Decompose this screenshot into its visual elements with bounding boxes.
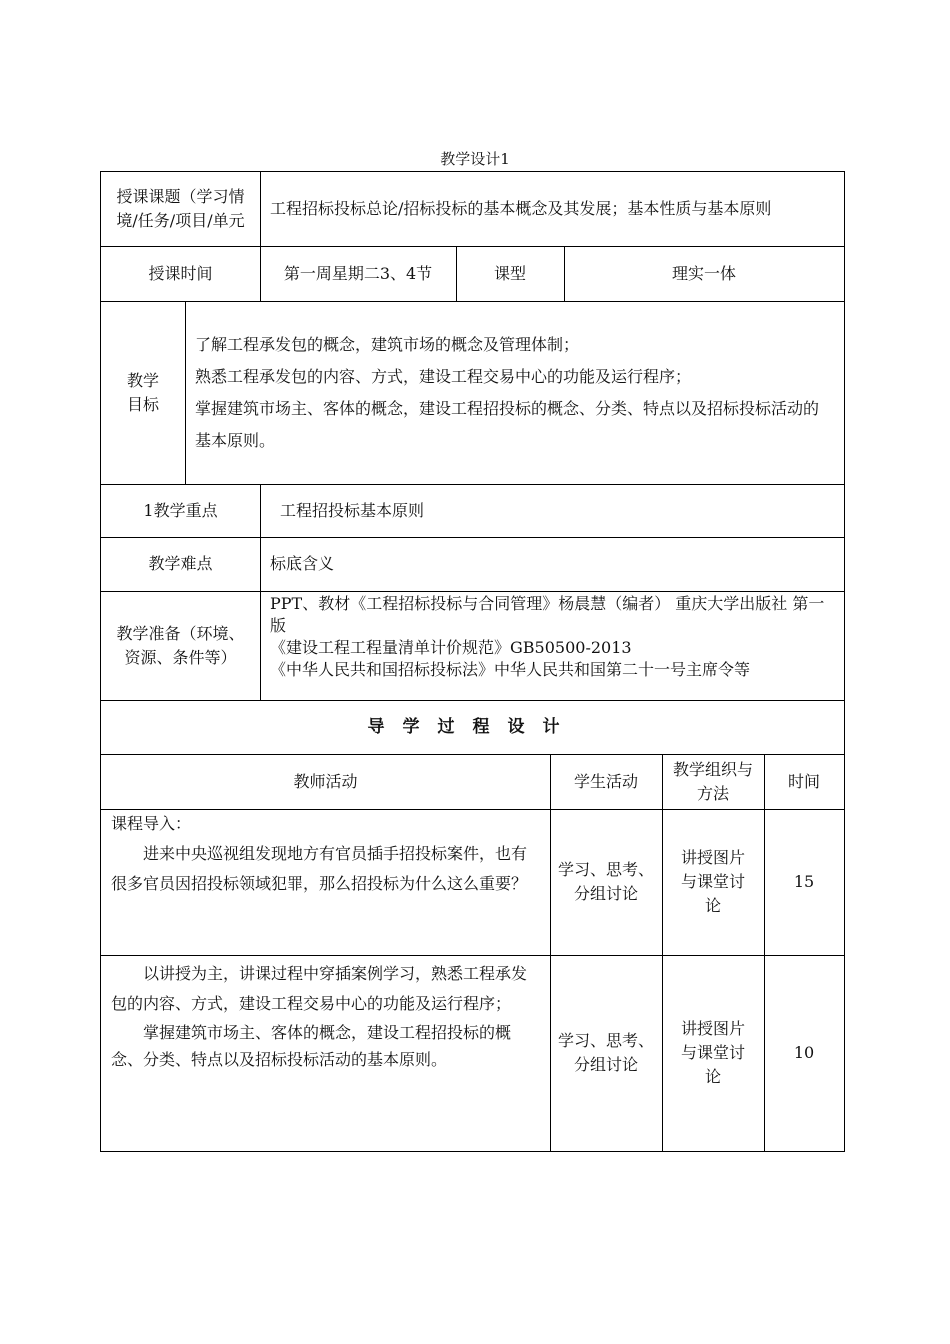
prep-line: PPT、教材《工程招标投标与合同管理》杨晨慧（编者） 重庆大学出版社 第一版: [270, 594, 825, 635]
col-student-header: [550, 754, 663, 810]
activity-row-2-teacher: [100, 955, 551, 1152]
goal-lines: [195, 329, 834, 457]
time-value-text: 第一周星期二3、4节: [283, 263, 433, 283]
document-title: 教学设计1: [440, 150, 510, 168]
activity-body: 进来中央巡视组发现地方有官员插手招投标案件，也有很多官员因招投标领域犯罪，那么招投标为什么这么重要？: [111, 844, 528, 893]
method-text: 讲授图片与课堂讨论: [680, 1019, 745, 1086]
type-value-text: 理实一体: [671, 263, 736, 283]
activity-body: 以讲授为主，讲课过程中穿插案例学习，熟悉工程承发包的内容、方式，建设工程交易中心的功能及运行程序；: [111, 964, 528, 1013]
col-time-header: [764, 754, 845, 810]
process-heading: [100, 700, 845, 755]
activity-row-1-teacher: [100, 809, 551, 956]
goal-line: 掌握建筑市场主、客体的概念，建设工程招投标的概念、分类、特点以及招标投标活动的基本原则。: [195, 398, 820, 450]
activity-row-1-time: [764, 809, 845, 956]
topic-value: [260, 171, 845, 247]
time-text: 15: [793, 872, 815, 891]
time-label-text: 授课时间: [148, 263, 213, 283]
col-student-text: 学生活动: [573, 771, 638, 791]
key-value-text: 工程招投标基本原则: [280, 500, 425, 520]
activity-heading: 课程导入：: [111, 814, 192, 833]
topic-label-text: 授课课题（学习情境/任务/项目/单元: [116, 187, 245, 230]
activity-row-2-student: [550, 955, 663, 1152]
activity-row-2-time: [764, 955, 845, 1152]
prep-label: [100, 591, 261, 701]
goal-line: 了解工程承发包的概念，建筑市场的概念及管理体制；: [195, 334, 580, 354]
activity-body: 掌握建筑市场主、客体的概念，建设工程招投标的概念、分类、特点以及招标投标活动的基本原则。: [111, 1023, 512, 1069]
student-text: 学习、思考、分组讨论: [558, 1031, 655, 1074]
col-method-header: [662, 754, 765, 810]
prep-label-text: 教学准备（环境、资源、条件等）: [116, 623, 245, 667]
prep-value: [260, 591, 845, 701]
prep-line: 《建设工程工程量清单计价规范》GB50500-2013: [270, 638, 632, 657]
time-value: [260, 246, 457, 302]
method-text: 讲授图片与课堂讨论: [680, 848, 745, 915]
key-label-text: 1教学重点: [143, 500, 218, 520]
key-label: [100, 484, 261, 538]
goal-label-text: 教学 目标: [126, 370, 159, 414]
type-label: [456, 246, 565, 302]
col-time-text: 时间: [787, 771, 820, 791]
difficulty-value-text: 标底含义: [270, 554, 335, 573]
process-heading-text: 导学过程设计: [367, 717, 578, 737]
goal-value: [185, 301, 845, 485]
prep-line: 《中华人民共和国招标投标法》中华人民共和国第二十一号主席令等: [270, 660, 751, 679]
key-value: [260, 484, 845, 538]
student-text: 学习、思考、分组讨论: [558, 860, 655, 903]
col-method-text: 教学组织与方法: [672, 759, 753, 803]
difficulty-value: [260, 537, 845, 592]
type-value: [564, 246, 845, 302]
activity-row-2-method: [662, 955, 765, 1152]
type-label-text: 课型: [493, 263, 526, 283]
topic-label: [100, 171, 261, 247]
topic-value-text: 工程招标投标总论/招标投标的基本概念及其发展；基本性质与基本原则: [270, 199, 772, 218]
goal-label: [100, 301, 186, 485]
col-teacher-text: 教师活动: [293, 771, 358, 791]
activity-row-1-student: [550, 809, 663, 956]
activity-row-1-method: [662, 809, 765, 956]
time-label: [100, 246, 261, 302]
goal-line: 熟悉工程承发包的内容、方式，建设工程交易中心的功能及运行程序；: [195, 366, 692, 386]
col-teacher-header: [100, 754, 551, 810]
difficulty-label-text: 教学难点: [148, 554, 213, 573]
difficulty-label: [100, 537, 261, 592]
time-text: 10: [793, 1043, 815, 1062]
